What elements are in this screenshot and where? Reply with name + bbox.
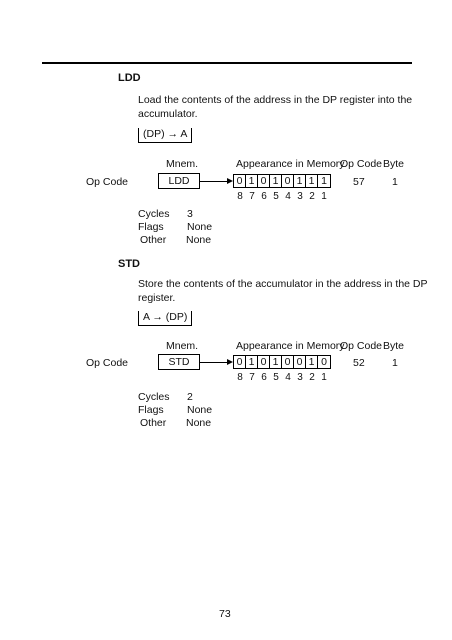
mnemonic-box — [158, 354, 200, 370]
bit-number: 4 — [285, 191, 291, 202]
other-value: None — [186, 417, 212, 429]
bit-number: 4 — [285, 372, 291, 383]
header-mnem: Mnem. — [166, 340, 199, 352]
flags-label: Flags — [138, 404, 164, 416]
bit-number: 3 — [297, 191, 303, 202]
header-byte: Byte — [383, 158, 405, 170]
other-label: Other — [140, 234, 167, 246]
bit-pattern — [233, 174, 331, 188]
other-label: Other — [140, 417, 167, 429]
bit-number: 6 — [261, 191, 267, 202]
bit-number: 3 — [297, 372, 303, 383]
opcode-value: 52 — [353, 357, 365, 369]
bit-number: 2 — [309, 191, 315, 202]
mnemonic-value: STD — [168, 356, 190, 368]
byte-value: 1 — [392, 357, 398, 369]
description-line: accumulator. — [138, 108, 198, 120]
bit-number: 7 — [249, 191, 255, 202]
bit-cell: 1 — [246, 356, 258, 368]
bit-number: 1 — [321, 191, 327, 202]
flags-label: Flags — [138, 221, 164, 233]
header-byte: Byte — [383, 340, 405, 352]
bit-cell: 1 — [306, 356, 318, 368]
other-value: None — [186, 234, 212, 246]
bit-cell: 1 — [270, 175, 282, 187]
bit-number: 5 — [273, 191, 279, 202]
bit-cell: 1 — [306, 175, 318, 187]
cycles-value: 2 — [187, 391, 193, 403]
bit-number: 7 — [249, 372, 255, 383]
top-rule — [42, 62, 412, 64]
bit-cell: 1 — [321, 175, 327, 187]
row-label: Op Code — [86, 357, 129, 369]
instruction-heading: STD — [118, 258, 140, 270]
bit-cell: 0 — [234, 175, 246, 187]
operation-formula: (DP) → A — [138, 128, 192, 143]
bit-numbers — [234, 372, 330, 383]
bit-numbers — [234, 191, 330, 202]
bit-number: 8 — [237, 191, 243, 202]
mnemonic-value: LDD — [168, 175, 190, 187]
bit-number: 8 — [237, 372, 243, 383]
bit-cell: 1 — [246, 175, 258, 187]
header-opcode: Op Code — [340, 340, 383, 352]
bit-cell: 0 — [321, 356, 327, 368]
page-number: 73 — [219, 608, 231, 620]
opcode-value: 57 — [353, 176, 365, 188]
cycles-label: Cycles — [138, 208, 170, 220]
bit-pattern — [233, 355, 331, 369]
bit-number: 5 — [273, 372, 279, 383]
arrow-line — [200, 181, 228, 182]
header-appearance: Appearance in Memory — [236, 158, 345, 170]
operation-formula: A → (DP) — [138, 311, 192, 326]
bit-cell: 0 — [294, 356, 306, 368]
bit-cell: 0 — [282, 356, 294, 368]
header-appearance: Appearance in Memory — [236, 340, 345, 352]
bit-cell: 0 — [258, 175, 270, 187]
cycles-label: Cycles — [138, 391, 170, 403]
byte-value: 1 — [392, 176, 398, 188]
instruction-heading: LDD — [118, 72, 141, 84]
arrow-line — [200, 362, 228, 363]
description-line: register. — [138, 292, 176, 304]
bit-cell: 0 — [234, 356, 246, 368]
bit-cell: 1 — [294, 175, 306, 187]
header-opcode: Op Code — [340, 158, 383, 170]
bit-cell: 0 — [282, 175, 294, 187]
bit-cell: 0 — [258, 356, 270, 368]
row-label: Op Code — [86, 176, 129, 188]
cycles-value: 3 — [187, 208, 193, 220]
description-line: Store the contents of the accumulator in the address in the DP — [138, 278, 428, 290]
bit-number: 1 — [321, 372, 327, 383]
flags-value: None — [187, 221, 213, 233]
bit-number: 6 — [261, 372, 267, 383]
header-mnem: Mnem. — [166, 158, 199, 170]
description-line: Load the contents of the address in the DP register into the — [138, 94, 413, 106]
mnemonic-box — [158, 173, 200, 189]
bit-number: 2 — [309, 372, 315, 383]
flags-value: None — [187, 404, 213, 416]
bit-cell: 1 — [270, 356, 282, 368]
